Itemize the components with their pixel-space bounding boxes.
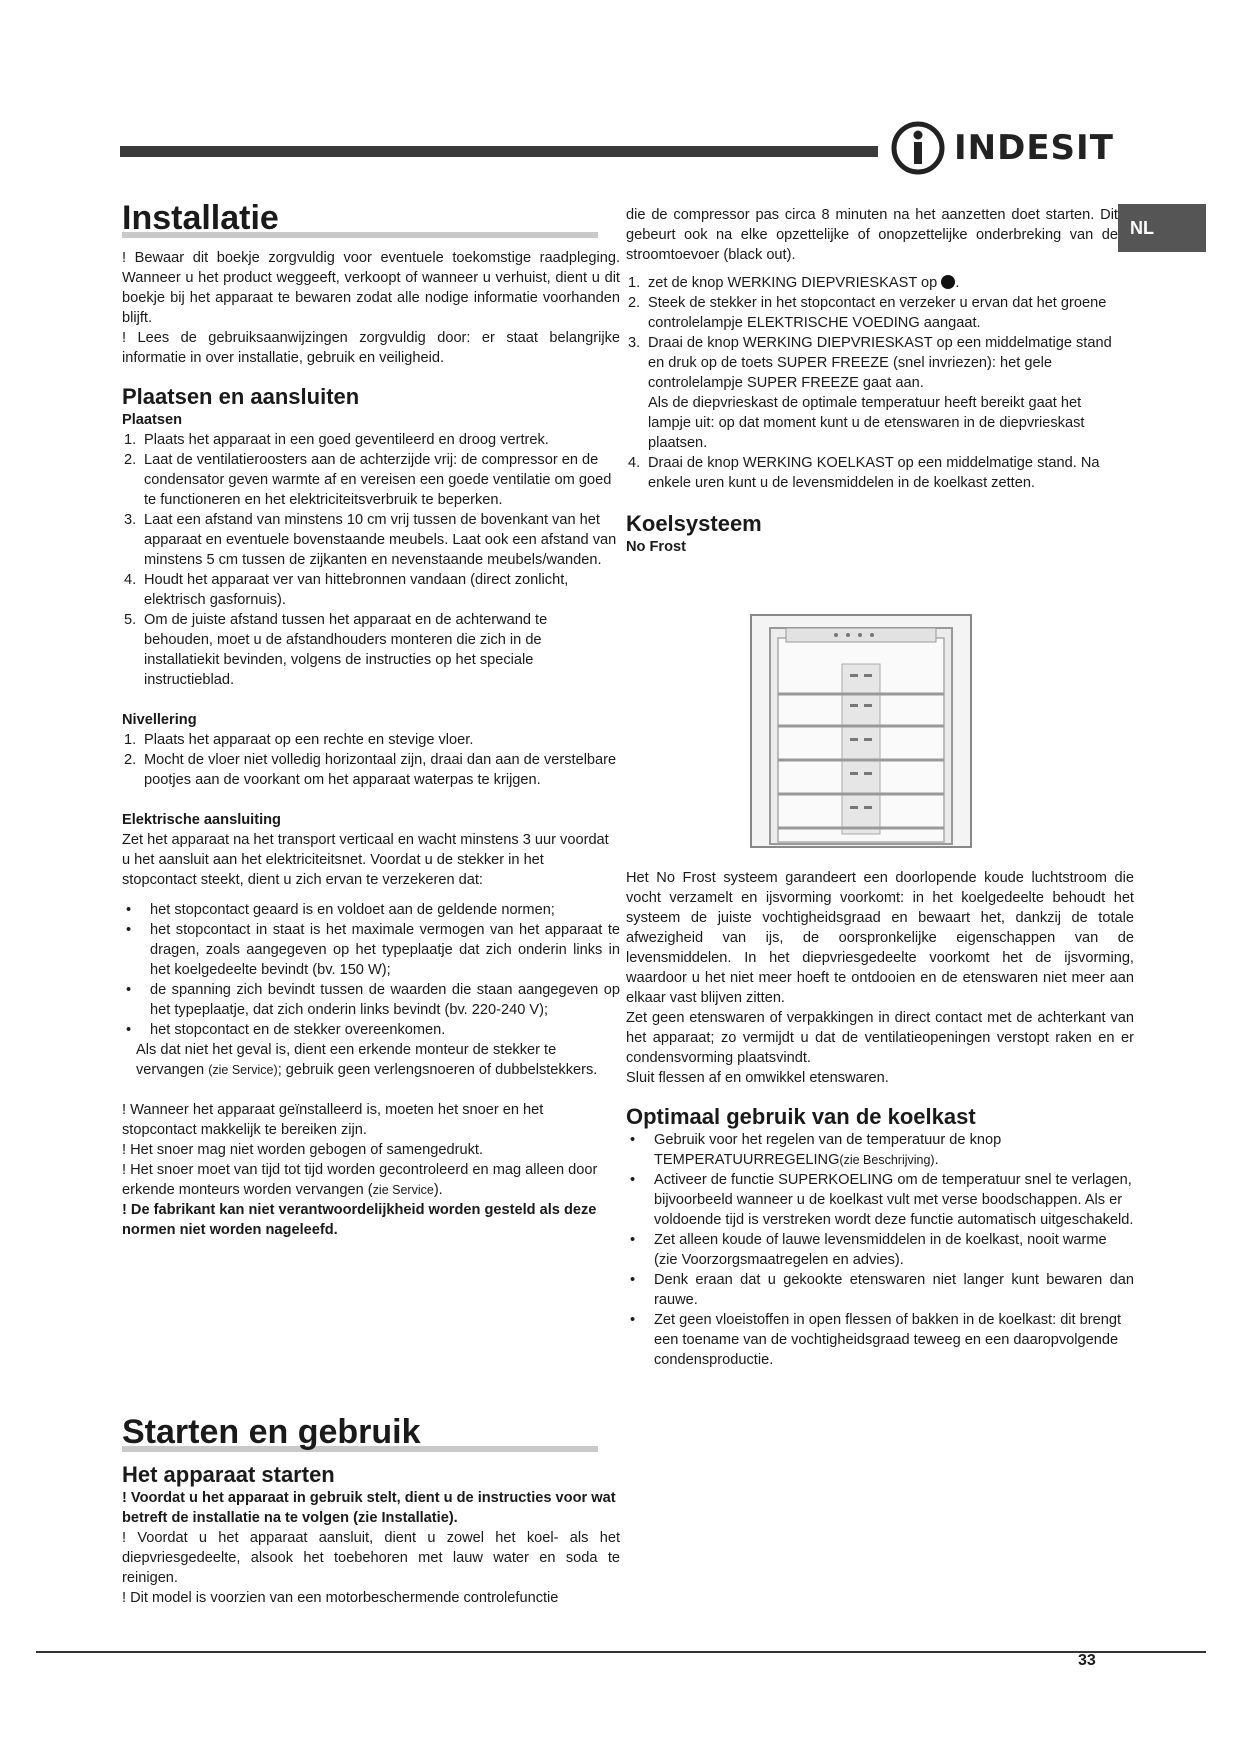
list-item: 2. Laat de ventilatieroosters aan de achterzijde vrij: de compressor en de condensator geven warmte af en vereisen een goede ventilatie om goed te functioneren en het elektriciteitsverbruik te beperken. — [124, 452, 612, 508]
elektrisch-subheading: Elektrische aansluiting — [122, 812, 281, 828]
list-item: 2. Steek de stekker in het stopcontact en verzeker u ervan dat het groene controlelampje ELEKTRISCHE VOEDING aangaat. — [628, 295, 1107, 331]
list-item: 3. Laat een afstand van minstens 10 cm vrij tussen de bovenkant van het apparaat en eventuele bovenstaande meubels. Laat ook een afstand van minstens 5 cm tussen de zijkanten en nevenstaande meubels/wanden. — [124, 512, 617, 568]
warning-2: ! Het snoer mag niet worden gebogen of samengedrukt. — [122, 1142, 484, 1158]
starten-note-2: ! Voordat u het apparaat aansluit, dient u zowel het koel- als het diepvriesgedeelte, alsook het toebehoren met lauw water en soda te reinigen. — [122, 1530, 620, 1586]
page-number: 33 — [1078, 1652, 1096, 1669]
elektrisch-paragraph: Zet het apparaat na het transport verticaal en wacht minstens 3 uur voordat u het aansluit aan het elektriciteitsnet. Voordat u de stekker in het stopcontact steekt, dient u zich ervan te verzekeren dat: — [122, 832, 609, 888]
optimaal-bullets — [626, 1130, 1134, 1370]
fridge-interior-illustration — [750, 614, 972, 848]
starten-subheading: Het apparaat starten — [122, 1462, 335, 1487]
list-item: 4. Houdt het apparaat ver van hittebronnen vandaan (direct zonlicht, elektrisch gasfornuis). — [124, 572, 569, 608]
koelsysteem-paragraph-3: Sluit flessen af en omwikkel etenswaren. — [626, 1070, 889, 1086]
nivellering-list — [122, 730, 620, 790]
brand-logo — [890, 118, 1114, 178]
list-item: • het stopcontact en de stekker overeenkomen. — [126, 1022, 446, 1038]
intro-paragraph-2: ! Lees de gebruiksaanwijzingen zorgvuldig door: er staat belangrijke informatie in over installatie, gebruik en veiligheid. — [122, 330, 620, 366]
starten-steps — [626, 273, 1118, 493]
list-item: 2. Mocht de vloer niet volledig horizontaal zijn, draai dan aan de verstelbare pootjes aan de voorkant om het apparaat waterpas te krijgen. — [124, 752, 617, 788]
list-item: 1. zet de knop WERKING DIEPVRIESKAST op . — [628, 275, 960, 291]
elektrisch-note: Als dat niet het geval is, dient een erkende monteur de stekker te vervangen (zie Service); gebruik geen verlengsnoeren of dubbelstekkers. — [136, 1042, 598, 1078]
right-column-top — [626, 205, 1118, 557]
plaatsen-subheading: Plaatsen — [122, 412, 183, 428]
list-item: • Gebruik voor het regelen van de temperatuur de knop TEMPERATUURREGELING(zie Beschrijving). — [630, 1132, 1002, 1168]
list-item: 1. Plaats het apparaat op een rechte en stevige vloer. — [124, 732, 474, 748]
list-item: • Zet geen vloeistoffen in open flessen of bakken in de koelkast: dit brengt een toename van de vochtigheidsgraad teweeg en een daaropvolgende condensproductie. — [630, 1312, 1122, 1368]
right-column-bottom — [626, 868, 1134, 1370]
starten-continued: die de compressor pas circa 8 minuten na het aanzetten doet starten. Dit gebeurt ook na elke opzettelijke of onopzettelijke onderbreking van de stroomtoevoer (black out). — [626, 207, 1118, 263]
brand-name: INDESIT — [954, 128, 1114, 168]
list-item: 1. Plaats het apparaat in een goed geventileerd en droog vertrek. — [124, 432, 549, 448]
koelsysteem-paragraph-2: Zet geen etenswaren of verpakkingen in direct contact met de achterkant van het apparaat; zo vermijdt u dat de ventilatieopeningen verstopt raken en er condensvorming plaatsvindt. — [626, 1010, 1134, 1066]
plaatsen-list — [122, 430, 620, 690]
koelsysteem-heading: Koelsysteem — [626, 511, 762, 536]
list-item: • Zet alleen koude of lauwe levensmiddelen in de koelkast, nooit warme (zie Voorzorgsmaatregelen en advies). — [630, 1232, 1107, 1268]
list-item: 5. Om de juiste afstand tussen het apparaat en de achterwand te behouden, moet u de afstandhouders monteren die zich in de installatiekit bevinden, volgens de instructies op het speciale instructieblad. — [124, 612, 548, 688]
list-item: • Activeer de functie SUPERKOELING om de temperatuur snel te verlagen, bijvoorbeeld wanneer u de koelkast vult met verse boodschappen. Als er voldoende tijd is verstreken wordt deze functie automatisch uitgeschakeld. — [630, 1172, 1134, 1228]
optimaal-heading: Optimaal gebruik van de koelkast — [626, 1104, 976, 1129]
list-item: 3. Draai de knop WERKING DIEPVRIESKAST op een middelmatige stand en druk op de toets SUPER FREEZE (snel invriezen): het gele controlelampje SUPER FREEZE gaat aan. — [628, 335, 1112, 391]
koelsysteem-subheading: No Frost — [626, 539, 686, 555]
warning-3: ! Het snoer moet van tijd tot tijd worden gecontroleerd en mag alleen door erkende monteurs worden vervangen (zie Service). — [122, 1162, 598, 1198]
list-item: 4. Draai de knop WERKING KOELKAST op een middelmatige stand. Na enkele uren kunt u de levensmiddelen in de koelkast zetten. — [628, 455, 1100, 491]
elektrisch-bullets — [122, 900, 620, 1040]
list-item: • de spanning zich bevindt tussen de waarden die staan aangegeven op het typeplaatje, dat zich onderin links bevindt (bv. 220-240 V); — [126, 982, 620, 1018]
warning-1: ! Wanneer het apparaat geïnstalleerd is, moeten het snoer en het stopcontact makkelijk te bereiken zijn. — [122, 1102, 544, 1138]
knob-position-icon — [941, 275, 955, 289]
installatie-title: Installatie — [122, 199, 279, 237]
koelsysteem-paragraph-1: Het No Frost systeem garandeert een doorlopende koude luchtstroom die vocht verzamelt en ijsvorming voorkomt: in het koelgedeelte behoudt het systeem de juiste vochtigheidsgraad en bewaart het, dankzij de totale afwezigheid van ijs, de oorspronkelijke eigenschappen van de levensmiddelen. In het diepvriesgedeelte voorkomt het de ijsvorming, waardoor u het niet meer hoeft te ontdooien en de etenswaren niet meer aan elkaar vast blijven zitten. — [626, 870, 1134, 1006]
nivellering-subheading: Nivellering — [122, 712, 197, 728]
warning-4: ! De fabrikant kan niet verantwoordelijkheid worden gesteld als deze normen niet worden nageleefd. — [122, 1202, 597, 1238]
list-item: • Denk eraan dat u gekookte etenswaren niet langer kunt bewaren dan rauwe. — [630, 1272, 1134, 1308]
list-item: • het stopcontact in staat is het maximale vermogen van het apparaat te dragen, zoals aangegeven op het typeplaatje dat zich onderin links in het koelgedeelte bevindt (bv. 150 W); — [126, 922, 620, 978]
intro-paragraph-1: ! Bewaar dit boekje zorgvuldig voor eventuele toekomstige raadpleging. Wanneer u het product weggeeft, verkoopt of wanneer u verhuist, dient u dit boekje bij het apparaat te bewaren zodat alle nodige informatie voorhanden blijft. — [122, 250, 620, 326]
starten-note-3: ! Dit model is voorzien van een motorbeschermende controlefunctie — [122, 1590, 559, 1606]
list-item: • het stopcontact geaard is en voldoet aan de geldende normen; — [126, 902, 555, 918]
indesit-logo-icon — [890, 120, 946, 176]
plaatsen-heading: Plaatsen en aansluiten — [122, 384, 360, 409]
language-tab: NL — [1118, 204, 1206, 252]
starten-bold-note: ! Voordat u het apparaat in gebruik stelt, dient u de instructies voor wat betreft de installatie na te volgen (zie Installatie). — [122, 1490, 616, 1526]
starten-title: Starten en gebruik — [122, 1413, 421, 1451]
left-column — [122, 198, 620, 1240]
starten-section — [122, 1412, 620, 1608]
footer-rule — [36, 1651, 1206, 1653]
header-rule — [120, 146, 878, 157]
list-item-continuation: Als de diepvrieskast de optimale temperatuur heeft bereikt gaat het lampje uit: op dat moment kunt u de etenswaren in de diepvrieskast plaatsen. — [648, 395, 1085, 451]
